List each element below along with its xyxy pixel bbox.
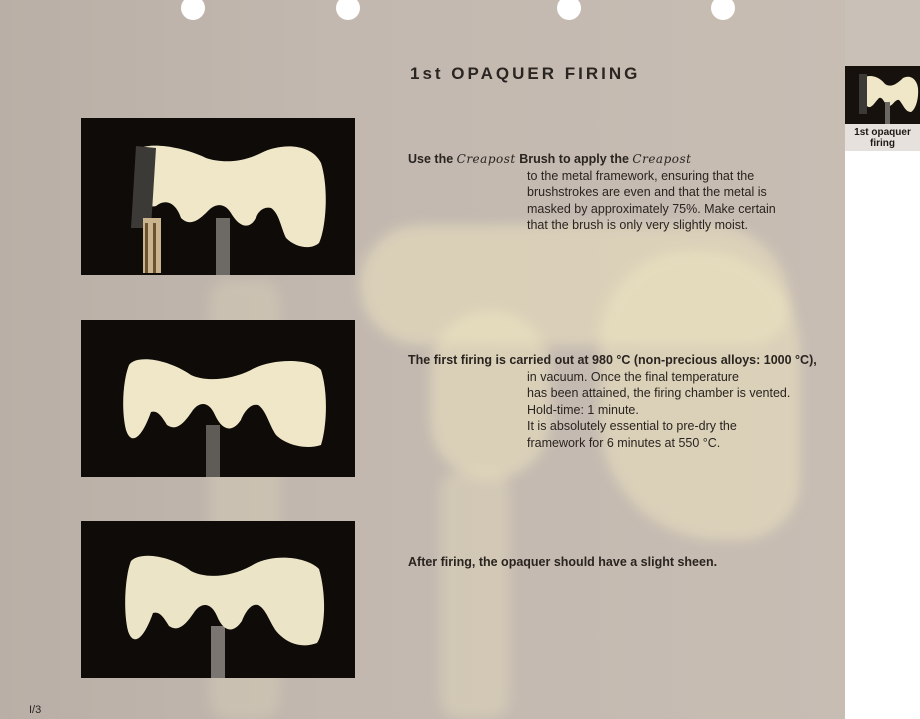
background-post: [440, 470, 510, 719]
step-2-lead: The first firing is carried out at 980 °C (non-precious alloys: 1000 °C),: [408, 353, 817, 367]
side-tab-thumbnail: [845, 66, 920, 124]
creapost-logo: Creapost: [632, 152, 692, 166]
body-line: masked by approximately 75%. Make certain: [527, 201, 776, 216]
step-1-lead-start: Use the: [408, 152, 454, 166]
page-title: 1st OPAQUER FIRING: [410, 64, 641, 83]
step-1-lead-middle: Brush to apply the: [519, 152, 629, 166]
body-line: in vacuum. Once the final temperature: [527, 369, 739, 384]
step-1-text: [408, 151, 776, 234]
step-1-lead: [408, 151, 776, 168]
step-3-lead: After firing, the opaquer should have a slight sheen.: [408, 555, 718, 569]
photo-first-firing: [81, 320, 355, 477]
photo-after-firing: [81, 521, 355, 678]
step-3-text: [408, 554, 717, 571]
side-tab-top: [845, 0, 920, 66]
step-2-text: [408, 352, 817, 451]
body-line: framework for 6 minutes at 550 °C.: [527, 435, 721, 450]
body-line: It is absolutely essential to pre-dry the: [527, 419, 737, 433]
body-line: Hold-time: 1 minute.: [527, 402, 639, 417]
photo-brush-application: [81, 118, 355, 275]
step-1-body: [527, 168, 776, 234]
body-line: to the metal framework, ensuring that the: [527, 168, 755, 183]
side-tab-label[interactable]: [845, 124, 920, 151]
creapost-logo: Creapost: [456, 152, 516, 166]
page-number: I/3: [29, 704, 42, 716]
body-line: that the brush is only very slightly moist.: [527, 218, 748, 232]
step-2-body: [527, 369, 817, 452]
side-tab-label-line1: 1st opaquer: [854, 127, 911, 138]
body-line: has been attained, the firing chamber is vented.: [527, 386, 791, 400]
side-tab-label-line2: firing: [870, 138, 895, 149]
body-line: brushstrokes are even and that the metal is: [527, 185, 767, 199]
